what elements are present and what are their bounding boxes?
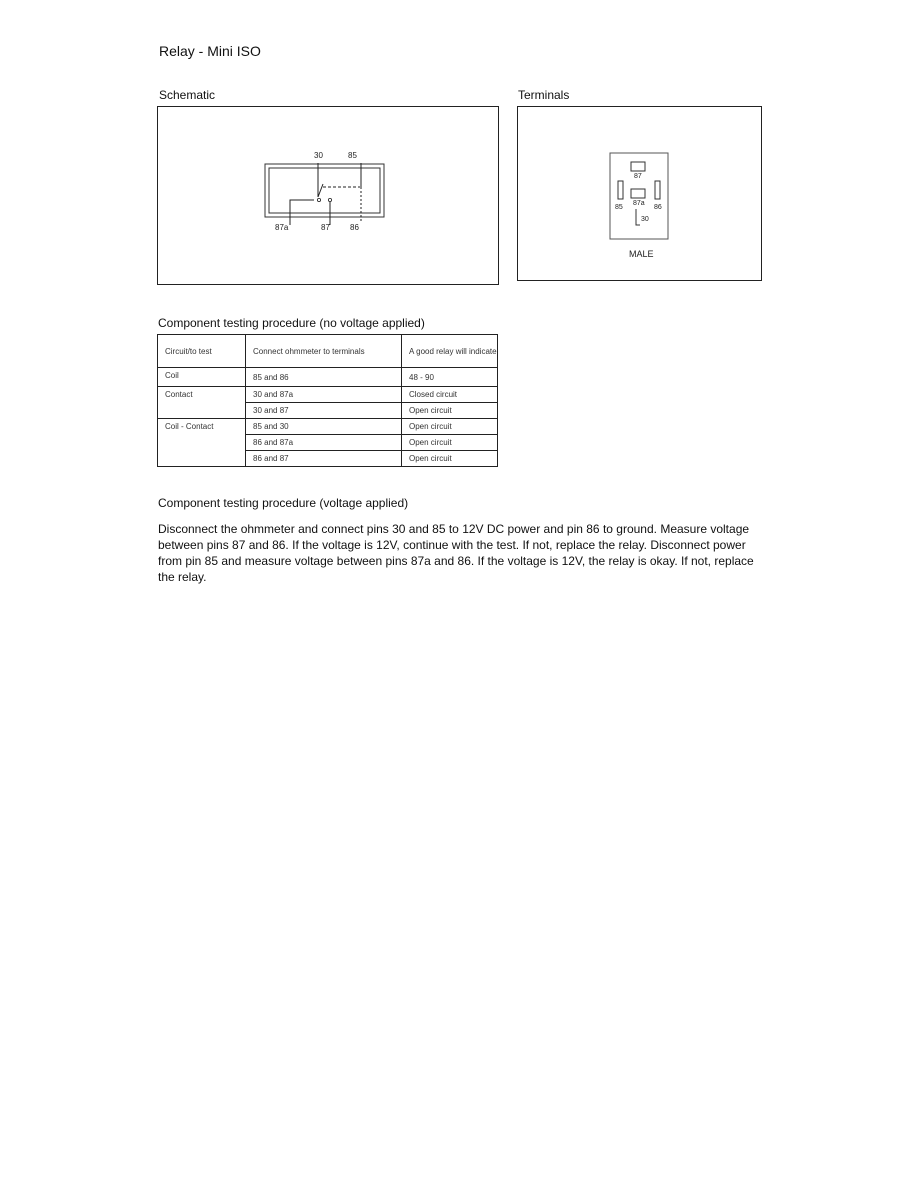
terminal-85 [618, 181, 623, 199]
contact-87-dot [328, 198, 331, 201]
relay-base-outline [610, 153, 668, 239]
terminals-caption: MALE [629, 249, 654, 259]
circuit-cell-contact: Contact [158, 387, 246, 419]
circuit-cell-coil: Coil [158, 368, 246, 387]
relay-inner-box [269, 168, 380, 213]
schematic-diagram [158, 107, 498, 284]
voltage-procedure-text: Disconnect the ohmmeter and connect pins 30 and 85 to 12V DC power and pin 86 to ground. Measure voltage between pins 87 and 86. If the voltage is 12V, continue with the test. If not, replace the relay. Disconnect power from pin 85 and measure voltage between pins 87a and 86. If the voltage is 12V, the relay is okay. If not, replace the relay. [158, 522, 754, 584]
column-header-result: A good relay will indicate [402, 335, 498, 368]
contact-87a-dot [317, 198, 320, 201]
result-cell: Open circuit [402, 419, 498, 435]
terminals-panel [517, 106, 762, 281]
result-cell: 48 - 90 [402, 368, 498, 387]
pin-label-87: 87 [321, 223, 330, 232]
terminal-label-30: 30 [641, 216, 649, 223]
no-voltage-heading: Component testing procedure (no voltage applied) [158, 316, 425, 330]
result-cell: Open circuit [409, 454, 452, 463]
terminal-30 [636, 209, 640, 225]
terminals-cell: 86 and 87a [246, 435, 402, 451]
terminals-cell: 85 and 86 [246, 368, 402, 387]
switch-blade [318, 184, 323, 197]
pin-label-87a: 87a [275, 223, 289, 232]
terminal-label-86: 86 [654, 204, 662, 211]
pin-label-86: 86 [350, 223, 359, 232]
table-header-row [158, 335, 498, 368]
terminal-86 [655, 181, 660, 199]
column-header-circuit: Circuit/to test [158, 335, 246, 368]
page-title: Relay - Mini ISO [159, 43, 261, 59]
terminal-label-87: 87 [634, 173, 642, 180]
schematic-label: Schematic [159, 88, 216, 102]
terminal-87a [631, 189, 645, 198]
terminal-label-87a: 87a [633, 200, 645, 207]
terminals-cell: 30 and 87a [246, 387, 402, 403]
terminals-cell: 85 and 30 [246, 419, 402, 435]
table-row [158, 368, 498, 387]
terminals-cell: 30 and 87 [246, 403, 402, 419]
voltage-heading: Component testing procedure (voltage applied) [158, 496, 409, 510]
result-cell: Closed circuit [402, 387, 498, 403]
result-cell: Open circuit [402, 403, 498, 419]
terminals-diagram [518, 107, 761, 280]
terminal-label-85: 85 [615, 204, 623, 211]
schematic-panel [157, 106, 499, 285]
terminals-cell: 86 and 87 [246, 451, 402, 467]
result-cell: Open circuit [402, 435, 498, 451]
table-row [158, 387, 498, 403]
terminal-87 [631, 162, 645, 171]
pin-label-30: 30 [314, 151, 323, 160]
no-voltage-test-table [157, 334, 498, 467]
pin-label-85: 85 [348, 151, 357, 160]
column-header-terminals: Connect ohmmeter to terminals [246, 335, 402, 368]
table-row [158, 419, 498, 435]
relay-outer-box [265, 164, 384, 217]
terminals-label: Terminals [518, 88, 570, 102]
circuit-cell-coil-contact: Coil - Contact [158, 419, 246, 467]
